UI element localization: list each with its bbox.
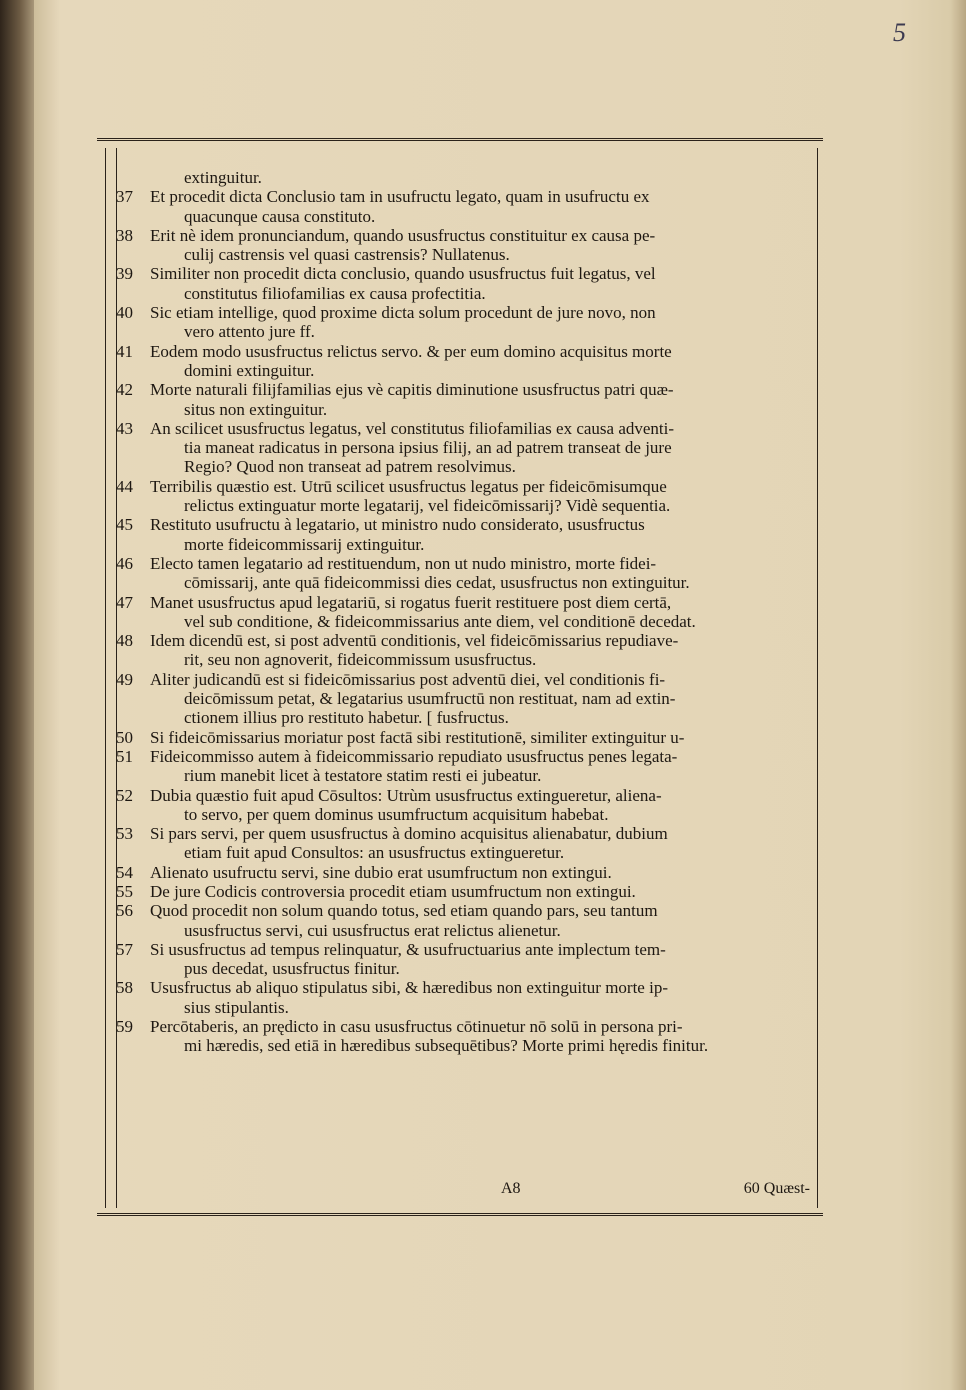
entry-text — [150, 901, 816, 940]
entry-text — [150, 264, 816, 303]
entry-line: vero attento jure ff. — [184, 322, 315, 342]
summary-entry — [116, 863, 816, 882]
entry-line: ctionem illius pro restituto habetur. [ fusfructus. — [184, 708, 509, 728]
entry-number: 48 — [116, 631, 133, 651]
entry-number: 45 — [116, 515, 133, 535]
catchword: 60 Quæst- — [743, 1180, 810, 1197]
summary-entry — [116, 380, 816, 419]
entry-text — [150, 419, 816, 477]
entry-text — [150, 477, 816, 516]
entry-text — [150, 824, 816, 863]
entry-text — [150, 303, 816, 342]
summary-text — [116, 168, 816, 1056]
entry-number: 40 — [116, 303, 133, 323]
entry-text — [150, 593, 816, 632]
entry-line: Manet ususfructus apud legatariū, si rogatus fuerit restituere post diem certā, — [150, 592, 672, 612]
summary-entry — [116, 940, 816, 979]
entry-line: rit, seu non agnoverit, fideicommissum ususfructus. — [184, 650, 537, 670]
summary-entry — [116, 477, 816, 516]
entry-text — [150, 863, 816, 882]
entry-text — [150, 342, 816, 381]
entry-line: Quod procedit non solum quando totus, sed etiam quando pars, seu tantum — [150, 901, 658, 921]
entry-number: 52 — [116, 785, 133, 805]
entry-text — [150, 747, 816, 786]
summary-entry — [116, 226, 816, 265]
entry-number: 37 — [116, 187, 133, 207]
entry-line: Dubia quæstio fuit apud Cōsultos: Utrùm ususfructus extingueretur, aliena- — [150, 785, 662, 805]
margin-rule-right — [817, 148, 818, 1208]
entry-text — [150, 786, 816, 825]
entry-text — [150, 728, 816, 747]
entry-line: Aliter judicandū est si fideicōmissarius post adventū diei, vel conditionis fi- — [150, 669, 666, 689]
entry-number: 55 — [116, 881, 133, 901]
entry-line: mi hæredis, sed etiā in hæredibus subsequētibus? Morte primi hęredis finitur. — [184, 1036, 709, 1056]
entry-text — [150, 380, 816, 419]
summary-entry — [116, 670, 816, 728]
entry-line: Regio? Quod non transeat ad patrem resolvimus. — [184, 457, 516, 477]
summary-entry — [116, 187, 816, 226]
entry-number: 57 — [116, 939, 133, 959]
summary-entry — [116, 342, 816, 381]
entry-line: culij castrensis vel quasi castrensis? Nullatenus. — [184, 245, 510, 265]
summary-entry — [116, 1017, 816, 1056]
entry-line: domini extinguitur. — [184, 360, 315, 380]
entry-number: 41 — [116, 341, 133, 361]
entry-line: Sic etiam intellige, quod proxime dicta solum procedunt de jure novo, non — [150, 303, 656, 323]
entry-number: 49 — [116, 669, 133, 689]
entry-line: Si ususfructus ad tempus relinquatur, & usufructuarius ante implectum tem- — [150, 939, 666, 959]
entry-number: 54 — [116, 862, 133, 882]
page-number: 5 — [893, 18, 906, 47]
entry-line: Terribilis quæstio est. Utrū scilicet ususfructus legatus per fideicōmisumque — [150, 476, 667, 496]
entry-line: to servo, per quem dominus usumfructum acquisitum habebat. — [184, 804, 609, 824]
entry-list — [116, 187, 816, 1055]
entry-line: Restituto usufructu à legatario, ut ministro nudo considerato, ususfructus — [150, 515, 645, 535]
summary-entry — [116, 824, 816, 863]
summary-entry — [116, 303, 816, 342]
entry-number: 44 — [116, 476, 133, 496]
entry-line: rium manebit licet à testatore statim resti ei jubeatur. — [184, 766, 542, 786]
entry-line: sius stipulantis. — [184, 997, 289, 1017]
summary-entry — [116, 728, 816, 747]
entry-line: vel sub conditione, & fideicommissarius ante diem, vel conditionē decedat. — [184, 611, 696, 631]
entry-text — [150, 670, 816, 728]
summary-entry — [116, 419, 816, 477]
entry-number: 38 — [116, 225, 133, 245]
entry-line: etiam fuit apud Consultos: an ususfructus extingueretur. — [184, 843, 565, 863]
entry-line: cōmissarij, ante quā fideicommissi dies cedat, ususfructus non extinguitur. — [184, 573, 690, 593]
entry-text — [150, 1017, 816, 1056]
entry-line: tia maneat radicatus in persona ipsius filij, an ad patrem transeat de jure — [184, 438, 672, 458]
entry-text — [150, 515, 816, 554]
page-footer — [116, 1180, 816, 1200]
entry-line: De jure Codicis controversia procedit etiam usumfructum non extingui. — [150, 881, 636, 901]
entry-number: 47 — [116, 592, 133, 612]
summary-entry — [116, 593, 816, 632]
entry-line: Morte naturali filijfamilias ejus vè capitis diminutione ususfructus patri quæ- — [150, 380, 674, 400]
entry-line: Et procedit dicta Conclusio tam in usufructu legato, quam in usufructu ex — [150, 187, 650, 207]
margin-rule-outer — [105, 148, 106, 1208]
summary-entry — [116, 515, 816, 554]
entry-line: deicōmissum petat, & legatarius usumfructū non restituat, nam ad extin- — [184, 689, 676, 709]
summary-entry — [116, 264, 816, 303]
entry-line: pus decedat, ususfructus finitur. — [184, 959, 400, 979]
entry-text — [150, 554, 816, 593]
entry-number: 43 — [116, 418, 133, 438]
entry-line: Ususfructus ab aliquo stipulatus sibi, & hæredibus non extinguitur morte ip- — [150, 978, 668, 998]
entry-line: relictus extinguatur morte legatarij, vel fideicōmissarij? Vidè sequentia. — [184, 496, 671, 516]
entry-line: Percōtaberis, an prędicto in casu ususfructus cōtinuetur nō solū in persona pri- — [150, 1017, 683, 1037]
summary-entry — [116, 554, 816, 593]
entry-line: morte fideicommissarij extinguitur. — [184, 534, 425, 554]
entry-number: 56 — [116, 901, 133, 921]
entry-line: Similiter non procedit dicta conclusio, quando ususfructus fuit legatus, vel — [150, 264, 656, 284]
entry-number: 59 — [116, 1017, 133, 1037]
entry-text — [150, 187, 816, 226]
entry-text — [150, 940, 816, 979]
entry-line: situs non extinguitur. — [184, 399, 328, 419]
facing-page-edge — [0, 0, 34, 1390]
summary-entry — [116, 786, 816, 825]
entry-line: Si pars servi, per quem ususfructus à domino acquisitus alienabatur, dubium — [150, 824, 668, 844]
entry-text — [150, 631, 816, 670]
entry-line: Erit nè idem pronunciandum, quando ususfructus constituitur ex causa pe- — [150, 225, 656, 245]
entry-number: 53 — [116, 824, 133, 844]
entry-line: Electo tamen legatario ad restituendum, non ut nudo ministro, morte fidei- — [150, 553, 657, 573]
signature-mark: A8 — [501, 1180, 521, 1197]
entry-number: 50 — [116, 727, 133, 747]
summary-entry — [116, 901, 816, 940]
entry-line: quacunque causa constituto. — [184, 206, 376, 226]
entry-line: ususfructus servi, cui ususfructus erat relictus alienetur. — [184, 920, 561, 940]
entry-line: Eodem modo ususfructus relictus servo. & per eum domino acquisitus morte — [150, 341, 672, 361]
entry-number: 42 — [116, 380, 133, 400]
entry-line: Idem dicendū est, si post adventū conditionis, vel fideicōmissarius repudiave- — [150, 631, 679, 651]
entry-text — [150, 978, 816, 1017]
entry-line: Fideicommisso autem à fideicommissario repudiato ususfructus penes legata- — [150, 746, 678, 766]
summary-entry — [116, 631, 816, 670]
entry-number: 58 — [116, 978, 133, 998]
summary-entry — [116, 747, 816, 786]
entry-line: constitutus filiofamilias ex causa profectitia. — [184, 283, 486, 303]
entry-number: 46 — [116, 553, 133, 573]
entry-number: 39 — [116, 264, 133, 284]
entry-line: An scilicet ususfructus legatus, vel constitutus filiofamilias ex causa adventi- — [150, 418, 675, 438]
entry-line: Si fideicōmissarius moriatur post factā sibi restitutionē, similiter extinguitur u- — [150, 727, 685, 747]
summary-entry — [116, 882, 816, 901]
summary-entry — [116, 978, 816, 1017]
entry-number: 51 — [116, 746, 133, 766]
entry-line: Alienato usufructu servi, sine dubio erat usumfructum non extingui. — [150, 862, 612, 882]
continued-line: extinguitur. — [184, 168, 262, 187]
entry-text — [150, 882, 816, 901]
entry-text — [150, 226, 816, 265]
